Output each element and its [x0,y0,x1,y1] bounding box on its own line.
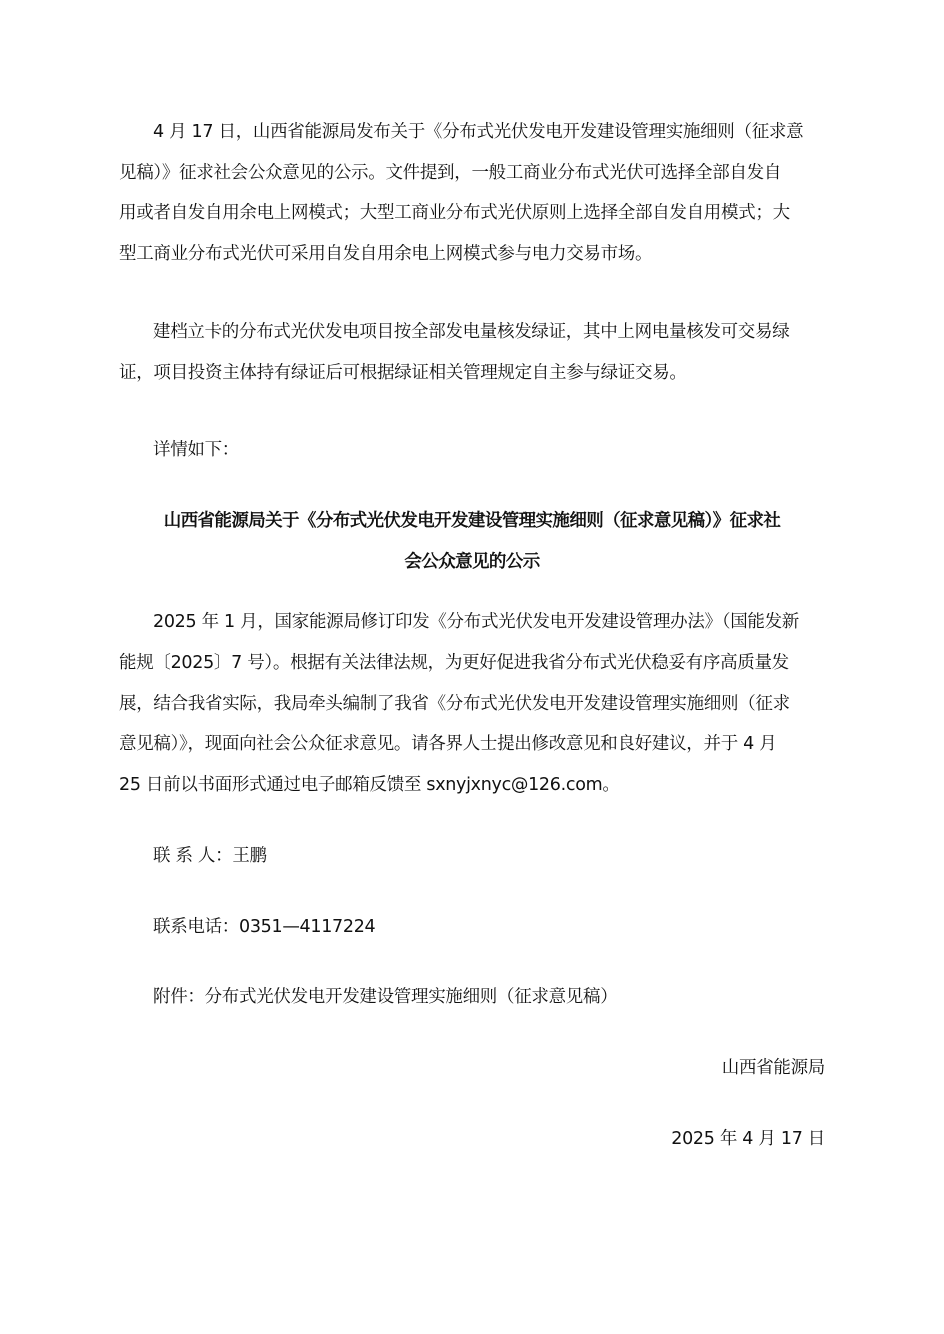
details-label [119,430,825,471]
notice-title [119,501,825,582]
text-line: 见稿）》征求社会公众意见的公示。文件提到，一般工商业分布式光伏可选择全部自发自 [119,162,782,183]
date [119,1119,825,1160]
text-line: 证，项目投资主体持有绿证后可根据绿证相关管理规定自主参与绿证交易。 [119,362,687,383]
intro-paragraph-2 [119,312,825,393]
text-line: 详情如下： [153,440,239,461]
intro-paragraph-1 [119,112,825,275]
text-line: 2025 年 1 月，国家能源局修订印发《分布式光伏发电开发建设管理办法》（国能发新 [153,612,800,633]
text-line: 4 月 17 日，山西省能源局发布关于《分布式光伏发电开发建设管理实施细则（征求意 [153,122,804,142]
text-line: 型工商业分布式光伏可采用自发自用余电上网模式参与电力交易市场。 [119,244,653,265]
title-line: 山西省能源局关于《分布式光伏发电开发建设管理实施细则（征求意见稿）》征求社 [163,510,781,531]
text-line: 山西省能源局 [721,1057,825,1078]
text-line: 2025 年 4 月 17 日 [671,1128,825,1149]
document-page [119,112,825,1159]
text-line: 用或者自发自用余电上网模式；大型工商业分布式光伏原则上选择全部自发自用模式；大 [119,203,790,224]
contact-person [119,836,825,877]
text-line: 意见稿）》，现面向社会公众征求意见。请各界人士提出修改意见和良好建议，并于 4 月 [119,734,777,755]
text-line: 建档立卡的分布式光伏发电项目按全部发电量核发绿证，其中上网电量核发可交易绿 [153,321,790,342]
text-line: 附件：分布式光伏发电开发建设管理实施细则（征求意见稿） [153,987,618,1008]
notice-body [119,602,825,806]
attachment [119,977,825,1018]
text-line: 展，结合我省实际，我局牵头编制了我省《分布式光伏发电开发建设管理实施细则（征求 [119,693,790,714]
signature [119,1048,825,1089]
text-line: 25 日前以书面形式通过电子邮箱反馈至 sxnyjxnyc@126.com。 [119,775,620,796]
text-line: 能规〔2025〕7 号）。根据有关法律法规，为更好促进我省分布式光伏稳妥有序高质量发 [119,653,789,674]
title-line: 会公众意见的公示 [404,551,540,572]
contact-phone [119,907,825,948]
text-line: 联系电话：0351—4117224 [153,916,376,937]
text-line: 联 系 人：王鹏 [153,845,267,866]
